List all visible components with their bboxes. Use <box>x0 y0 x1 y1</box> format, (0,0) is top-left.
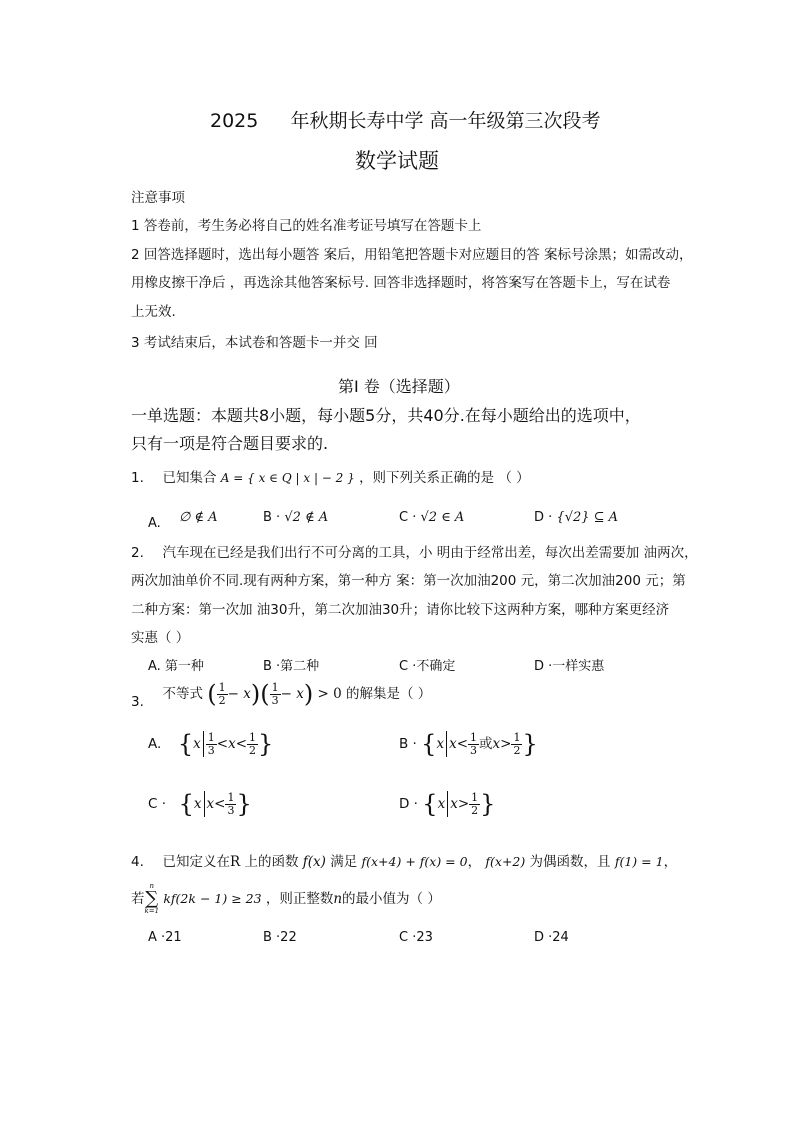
notice-item-2-line-1: 2 回答选择题时，选出每小题答 案后，用铅笔把答题卡对应题目的答 案标号涂黑；如需改动， <box>131 247 693 263</box>
fraction: $\frac{1}{2}$ <box>218 680 226 707</box>
q2-option-b: B ·第二种 <box>263 659 320 674</box>
summation: n ∑ k=1 <box>144 882 160 915</box>
option-label: C · <box>148 796 167 812</box>
q4-option-c: C ·23 <box>399 930 433 945</box>
option-label: A. <box>148 736 162 752</box>
question-1 <box>131 466 530 486</box>
question-text: ，则下列关系正确的是 （ ） <box>359 470 530 486</box>
question-text: 汽车现在已经是我们出行不可分离的工具，小 明由于经常出差，每次出差需要加 油两次， <box>162 545 698 561</box>
question-2-line-1 <box>131 541 698 561</box>
option-label: D · <box>399 796 418 812</box>
question-2-line-2: 两次加油单价不同.现有两种方案，第一种方 案：第一次加油200 元，第二次加油200 元；第 <box>131 573 686 589</box>
option-label: B · <box>399 736 417 752</box>
fraction: $\frac{1}{3}$ <box>271 680 279 707</box>
option-text: ∅ ∉ A <box>178 510 218 525</box>
exam-title <box>210 106 601 133</box>
notice-heading: 注意事项 <box>131 190 185 206</box>
question-2-line-4: 实惠（ ） <box>131 630 190 646</box>
option-label: D · <box>534 510 553 525</box>
question-4-line-2: 若 n ∑ k=1 kf(2k − 1) ≥ 23 ，则正整数n的最小值为（ ） <box>131 882 441 915</box>
math-set-expression: A = { x ∈ Q | x | − 2 } <box>220 471 355 485</box>
q3-option-b: B · {x x< $\frac{1}{3}$ 或x> $\frac{1}{2}$ } <box>399 730 538 758</box>
q3-option-c: C · {x x< $\frac{1}{3}$ } <box>148 790 252 818</box>
q1-option-b <box>263 510 328 525</box>
q1-option-c <box>399 510 464 525</box>
q2-option-d: D ·一样实惠 <box>534 659 605 674</box>
option-label: A. <box>148 516 161 531</box>
question-text: 的解集是（ ） <box>346 686 432 702</box>
notice-item-1: 1 答卷前，考生务必将自己的姓名准考证号填写在答题卡上 <box>131 218 482 234</box>
title-year: 2025 <box>210 110 259 132</box>
q1-option-a <box>148 510 218 531</box>
q3-option-a: A. {x $\frac{1}{3}$ <x< $\frac{1}{2}$ } <box>148 730 274 758</box>
q4-option-d: D ·24 <box>534 930 569 945</box>
option-label: B · <box>263 510 281 525</box>
exam-subtitle: 数学试题 <box>355 149 439 173</box>
math-inequality: > 0 <box>317 686 342 702</box>
notice-item-2-line-3: 上无效. <box>131 304 176 320</box>
title-text: 年秋期长寿中学 高一年级第三次段考 <box>290 110 601 132</box>
section-intro-line-2: 只有一项是符合题目要求的. <box>131 434 329 453</box>
option-text: √2 ∉ A <box>284 510 329 525</box>
q4-option-b: B ·22 <box>263 930 297 945</box>
section-intro-line-1: 一单选题：本题共8小题，每小题5分，共40分.在每小题给出的选项中， <box>131 406 641 425</box>
q1-option-d <box>534 510 618 525</box>
question-number: 2. <box>131 545 144 561</box>
option-text: √2 ∈ A <box>420 510 465 525</box>
option-text: {√2} ⊆ A <box>556 510 619 525</box>
option-label: C · <box>399 510 417 525</box>
q2-option-a: A. 第一种 <box>148 659 204 674</box>
question-3: 3. 不等式 ( $\frac{1}{2}$ − x)( $\frac{1}{3}$ − x) > 0 的解集是（ ） <box>131 680 432 710</box>
notice-item-2-line-2: 用橡皮擦干净后 ，再选涂其他答案标号. 回答非选择题时，将答案写在答题卡上，写在试卷 <box>131 275 671 291</box>
question-4-line-1: 4. 已知定义在R 上的函数 f(x) 满足 f(x+4) + f(x) = 0， f(x+2) 为偶函数，且 f(1) = 1， <box>131 854 678 870</box>
notice-item-3: 3 考试结束后，本试卷和答题卡一并交 回 <box>131 335 378 351</box>
question-number: 3. <box>131 694 144 710</box>
question-number: 4. <box>131 854 144 870</box>
question-text: 已知集合 <box>162 470 217 486</box>
q3-option-d: D · {x x> $\frac{1}{2}$ } <box>399 790 496 818</box>
q4-option-a: A ·21 <box>148 930 182 945</box>
question-2-line-3: 二种方案：第一次加 油30升，第二次加油30升；请你比较下这两种方案，哪种方案更经济 <box>131 602 670 618</box>
question-text: 不等式 <box>162 686 203 702</box>
q2-option-c: C ·不确定 <box>399 659 456 674</box>
question-number: 1. <box>131 470 144 486</box>
section-title: 第Ⅰ 卷（选择题） <box>338 377 460 396</box>
